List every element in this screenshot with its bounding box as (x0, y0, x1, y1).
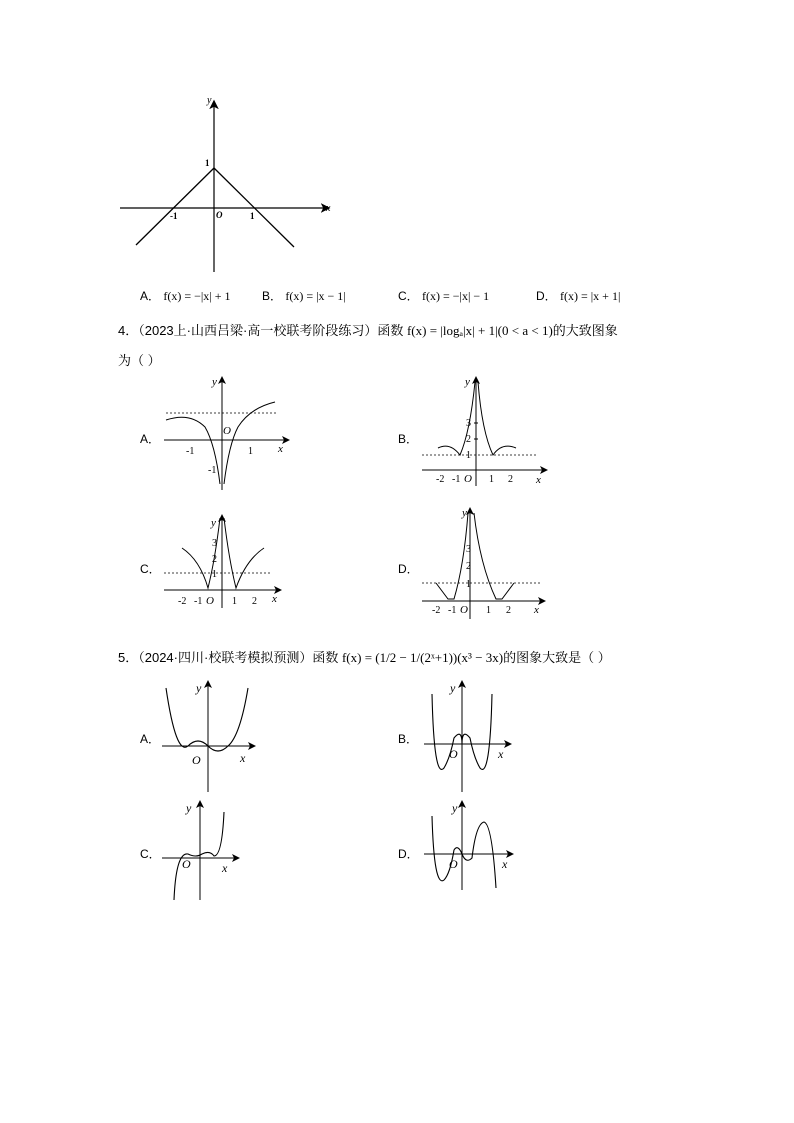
svg-text:-1: -1 (452, 474, 461, 485)
q5-option-c-graph[interactable] (158, 796, 248, 902)
origin-label: O (216, 210, 223, 220)
q4-stem: 4．（2023上·山西吕梁·高一校联考阶段练习）函数 f(x) = |logₐ|x| + 1|(0 < a < 1)的大致图象 (118, 323, 618, 338)
svg-text:y: y (196, 681, 202, 695)
svg-text:1: 1 (466, 450, 471, 461)
q4-option-c-graph[interactable] (160, 510, 295, 610)
q4-option-d-graph[interactable] (418, 505, 553, 625)
svg-text:-1: -1 (194, 596, 203, 607)
svg-text:1: 1 (248, 446, 253, 457)
svg-text:1: 1 (232, 596, 237, 607)
svg-text:3: 3 (466, 544, 471, 555)
y-label: y (207, 95, 212, 106)
svg-text:x: x (534, 604, 539, 616)
svg-text:2: 2 (252, 596, 257, 607)
svg-text:O: O (182, 857, 191, 871)
svg-text:y: y (462, 507, 467, 519)
q5-option-d-letter[interactable]: D． (398, 847, 419, 861)
q4-option-b-letter[interactable]: B． (398, 432, 419, 446)
q4-stem-line2: 为（ ） (118, 353, 161, 368)
q4-option-b-graph[interactable] (418, 372, 553, 492)
svg-text:-2: -2 (436, 474, 445, 485)
svg-text:2: 2 (506, 605, 511, 616)
q3-option-c[interactable]: C． f(x) = −|x| − 1 (398, 289, 490, 303)
svg-text:-1: -1 (208, 465, 217, 476)
q4-option-a-letter[interactable]: A． (140, 432, 161, 446)
svg-text:1: 1 (489, 474, 494, 485)
svg-text:2: 2 (466, 561, 471, 572)
svg-text:y: y (186, 801, 192, 815)
q5-option-a-graph[interactable] (158, 676, 263, 794)
q3-graph (110, 90, 340, 280)
svg-text:2: 2 (466, 434, 471, 445)
q3-option-d[interactable]: D． f(x) = |x + 1| (536, 289, 621, 303)
svg-text:1: 1 (466, 579, 471, 590)
q5-stem: 5．（2024·四川·校联考模拟预测）函数 f(x) = (1/2 − 1/(2ˣ+1))(x³ − 3x)的图象大致是（ ） (118, 650, 611, 665)
svg-text:O: O (460, 604, 468, 616)
svg-text:y: y (212, 376, 217, 388)
svg-text:x: x (272, 593, 277, 605)
svg-text:-1: -1 (448, 605, 457, 616)
tick-x-neg1: -1 (170, 211, 178, 221)
svg-text:1: 1 (486, 605, 491, 616)
q5-option-a-letter[interactable]: A． (140, 732, 161, 746)
svg-text:y: y (450, 681, 456, 695)
svg-text:2: 2 (508, 474, 513, 485)
svg-text:O: O (223, 425, 231, 437)
svg-text:O: O (449, 747, 458, 761)
svg-text:-1: -1 (186, 446, 195, 457)
svg-text:y: y (211, 517, 216, 529)
svg-text:-2: -2 (432, 605, 441, 616)
svg-text:y: y (452, 801, 458, 815)
tick-y-1: 1 (205, 158, 210, 168)
svg-text:x: x (222, 861, 228, 875)
svg-text:O: O (192, 753, 201, 767)
svg-text:O: O (206, 595, 214, 607)
q5-option-b-letter[interactable]: B． (398, 732, 419, 746)
left-line (136, 168, 214, 245)
svg-text:y: y (465, 376, 470, 388)
x-label: x (326, 203, 331, 214)
svg-text:O: O (464, 473, 472, 485)
svg-text:2: 2 (212, 554, 217, 565)
svg-text:x: x (502, 857, 508, 871)
svg-text:-2: -2 (178, 596, 187, 607)
q4-option-c-letter[interactable]: C． (140, 562, 161, 576)
svg-text:3: 3 (466, 418, 471, 429)
q5-option-c-letter[interactable]: C． (140, 847, 161, 861)
q3-option-b[interactable]: B． f(x) = |x − 1| (262, 289, 346, 303)
q3-option-a[interactable]: A． f(x) = −|x| + 1 (140, 289, 231, 303)
q5-option-d-graph[interactable] (420, 796, 520, 892)
svg-text:3: 3 (212, 538, 217, 549)
q4-option-d-letter[interactable]: D． (398, 562, 419, 576)
svg-text:x: x (278, 443, 283, 455)
q5-option-b-graph[interactable] (420, 676, 520, 794)
svg-text:1: 1 (212, 569, 217, 580)
svg-text:x: x (498, 747, 504, 761)
tick-x-1: 1 (250, 211, 255, 221)
q4-option-a-graph[interactable] (160, 372, 295, 492)
svg-text:x: x (240, 751, 246, 765)
svg-text:x: x (536, 474, 541, 486)
svg-text:O: O (449, 857, 458, 871)
